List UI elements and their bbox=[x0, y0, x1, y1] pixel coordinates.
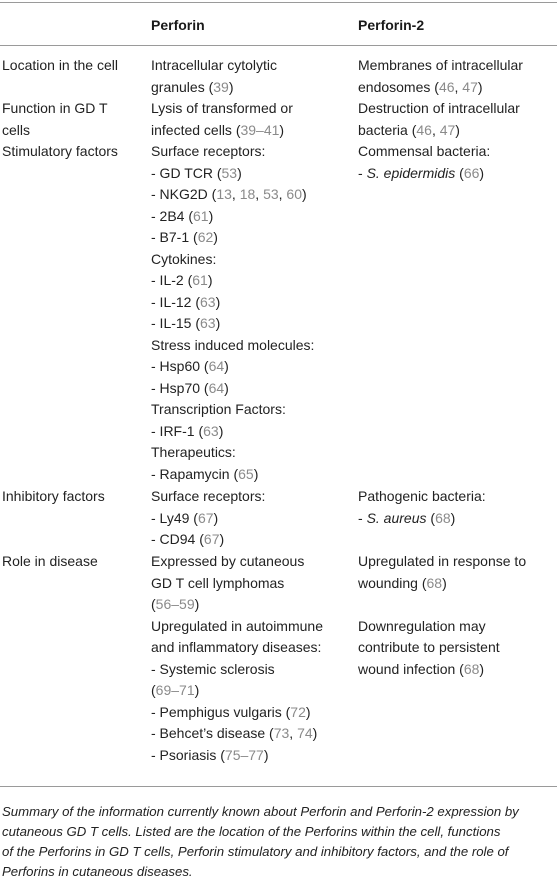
citation-link[interactable]: 67 bbox=[197, 509, 214, 526]
cell-line: (69–71) bbox=[151, 682, 200, 698]
citation-link[interactable]: 67 bbox=[203, 531, 220, 547]
cell-line: Stimulatory factors bbox=[2, 143, 118, 159]
citation-link[interactable]: 47 bbox=[439, 121, 456, 138]
cell-line: Pathogenic bacteria: bbox=[358, 488, 486, 504]
table-caption bbox=[2, 802, 554, 882]
perforin-cell bbox=[151, 141, 356, 485]
cell-line: - Psoriasis (75–77) bbox=[151, 746, 269, 763]
cell-line: Location in the cell bbox=[2, 57, 118, 73]
cell-line: GD T cell lymphomas bbox=[151, 574, 285, 591]
header-rule bbox=[0, 45, 557, 46]
perforin-cell bbox=[151, 98, 356, 141]
cell-line: Function in GD T bbox=[2, 100, 108, 116]
perforin-cell bbox=[151, 486, 356, 551]
cell-line: contribute to persistent bbox=[358, 639, 500, 655]
cell-line: - Ly49 (67) bbox=[151, 509, 219, 526]
cell-line: - B7-1 (62) bbox=[151, 229, 218, 245]
cell-line: Cytokines: bbox=[151, 250, 217, 267]
species-name: S. epidermidis bbox=[366, 164, 456, 181]
cell-line: Upregulated in response to bbox=[358, 553, 527, 569]
citation-link[interactable]: 18 bbox=[239, 186, 256, 202]
perforin-2-cell bbox=[358, 55, 553, 98]
citation-link[interactable]: 56–59 bbox=[155, 596, 195, 612]
citation-link[interactable]: 68 bbox=[463, 660, 480, 677]
citation-link[interactable]: 53 bbox=[263, 186, 279, 202]
citation-link[interactable]: 66 bbox=[463, 164, 480, 181]
citation-link[interactable]: 74 bbox=[297, 725, 313, 741]
cell-line: Intracellular cytolytic bbox=[151, 57, 278, 73]
cell-line: Surface receptors: bbox=[151, 143, 266, 159]
cell-line: - 2B4 (61) bbox=[151, 207, 214, 224]
citation-link[interactable]: 75–77 bbox=[224, 746, 264, 763]
citation-link[interactable]: 13 bbox=[216, 186, 232, 202]
cell-line: endosomes (46, 47) bbox=[358, 78, 483, 95]
cell-line: granules (39) bbox=[151, 78, 234, 95]
citation-link[interactable]: 63 bbox=[200, 315, 216, 331]
caption-line: Perforins in cutaneous diseases. bbox=[2, 864, 193, 879]
citation-link[interactable]: 63 bbox=[203, 422, 219, 439]
header-perforin: Perforin bbox=[151, 17, 205, 33]
cell-line: cells bbox=[2, 121, 31, 138]
perforin-cell bbox=[151, 55, 356, 98]
citation-link[interactable]: 65 bbox=[238, 465, 254, 482]
cell-line: - Hsp60 (64) bbox=[151, 358, 229, 374]
citation-link[interactable]: 53 bbox=[221, 164, 238, 181]
cell-line: infected cells (39–41) bbox=[151, 121, 285, 138]
citation-link[interactable]: 68 bbox=[426, 574, 443, 591]
cell-line: - IL-2 (61) bbox=[151, 272, 213, 288]
cell-line: Downregulation may bbox=[358, 617, 486, 634]
citation-link[interactable]: 62 bbox=[197, 229, 214, 245]
cell-line: - S. epidermidis (66) bbox=[358, 164, 485, 181]
cell-line: and inflammatory diseases: bbox=[151, 639, 322, 655]
row-label bbox=[2, 486, 142, 508]
cell-line: Expressed by cutaneous bbox=[151, 553, 305, 569]
table-top-rule bbox=[0, 2, 557, 3]
citation-link[interactable]: 39–41 bbox=[240, 121, 280, 138]
perforin-2-cell bbox=[358, 98, 553, 141]
cell-line: Destruction of intracellular bbox=[358, 100, 520, 116]
cell-line: - IL-12 (63) bbox=[151, 293, 221, 310]
cell-line: bacteria (46, 47) bbox=[358, 121, 460, 138]
citation-link[interactable]: 73 bbox=[273, 725, 290, 741]
cell-line: - Pemphigus vulgaris (72) bbox=[151, 703, 311, 720]
caption-line: of the Perforins in GD T cells, Perforin stimulatory and inhibitory factors, and the role of bbox=[2, 844, 509, 859]
header-perforin-2: Perforin-2 bbox=[358, 17, 425, 33]
cell-line: - IL-15 (63) bbox=[151, 315, 221, 331]
cell-line: Inhibitory factors bbox=[2, 488, 105, 504]
cell-line bbox=[358, 594, 553, 616]
cell-line: Lysis of transformed or bbox=[151, 100, 293, 116]
citation-link[interactable]: 72 bbox=[290, 703, 306, 720]
cell-line: Commensal bacteria: bbox=[358, 143, 491, 159]
cell-line: Transcription Factors: bbox=[151, 401, 286, 417]
citation-link[interactable]: 68 bbox=[435, 509, 451, 526]
citation-link[interactable]: 61 bbox=[193, 207, 209, 224]
cell-line: - Rapamycin (65) bbox=[151, 465, 259, 482]
citation-link[interactable]: 46 bbox=[438, 78, 455, 95]
perforin-2-cell bbox=[358, 486, 553, 529]
species-name: S. aureus bbox=[366, 509, 427, 526]
cell-line: - IRF-1 (63) bbox=[151, 422, 224, 439]
citation-link[interactable]: 69–71 bbox=[155, 682, 195, 698]
row-label bbox=[2, 55, 142, 77]
row-label bbox=[2, 141, 142, 163]
cell-line: Therapeutics: bbox=[151, 444, 236, 460]
perforin-2-cell bbox=[358, 551, 553, 680]
citation-link[interactable]: 64 bbox=[208, 358, 225, 374]
row-label bbox=[2, 551, 142, 573]
citation-link[interactable]: 61 bbox=[192, 272, 208, 288]
cell-line: Membranes of intracellular bbox=[358, 57, 523, 73]
citation-link[interactable]: 63 bbox=[200, 293, 216, 310]
cell-line: Stress induced molecules: bbox=[151, 336, 315, 353]
cell-line: - Systemic sclerosis bbox=[151, 660, 275, 677]
row-label bbox=[2, 98, 142, 141]
citation-link[interactable]: 39 bbox=[213, 78, 229, 95]
citation-link[interactable]: 47 bbox=[462, 78, 478, 95]
perforin-2-cell bbox=[358, 141, 553, 184]
cell-line: - S. aureus (68) bbox=[358, 509, 456, 526]
cell-line: - NKG2D (13, 18, 53, 60) bbox=[151, 186, 307, 202]
cell-line: - Hsp70 (64) bbox=[151, 379, 229, 396]
cell-line: (56–59) bbox=[151, 596, 200, 612]
cell-line: - CD94 (67) bbox=[151, 531, 225, 547]
cell-line: - GD TCR (53) bbox=[151, 164, 242, 181]
table-bottom-rule bbox=[0, 786, 557, 787]
cell-line: wounding (68) bbox=[358, 574, 447, 591]
citation-link[interactable]: 64 bbox=[208, 379, 225, 396]
cell-line: wound infection (68) bbox=[358, 660, 485, 677]
citation-link[interactable]: 60 bbox=[286, 186, 302, 202]
cell-line: - Behcet’s disease (73, 74) bbox=[151, 725, 318, 741]
caption-line: cutaneous GD T cells. Listed are the location of the Perforins within the cell, functions bbox=[2, 824, 501, 839]
cell-line: Role in disease bbox=[2, 553, 98, 569]
cell-line: Surface receptors: bbox=[151, 488, 266, 504]
citation-link[interactable]: 46 bbox=[416, 121, 432, 138]
caption-line: Summary of the information currently known about Perforin and Perforin-2 expression by bbox=[2, 804, 519, 819]
perforin-cell bbox=[151, 551, 356, 766]
cell-line: Upregulated in autoimmune bbox=[151, 617, 323, 634]
